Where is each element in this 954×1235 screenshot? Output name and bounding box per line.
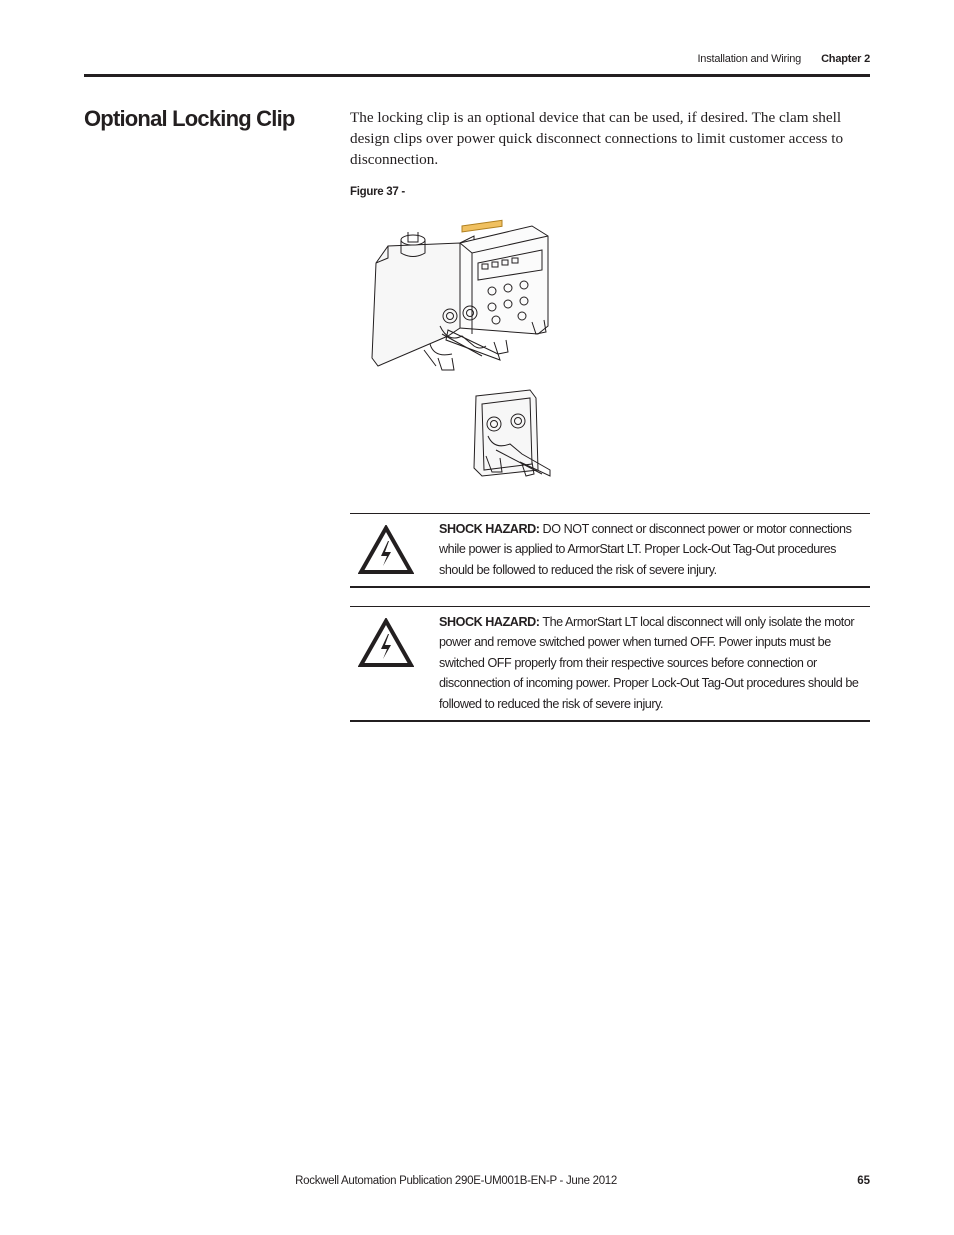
page-number: 65: [857, 1175, 870, 1187]
hazard-text: [439, 612, 861, 714]
header-chapter: Chapter 2: [821, 53, 870, 65]
footer-publication: Rockwell Automation Publication 290E-UM001B-EN-P - June 2012: [295, 1175, 617, 1187]
figure-locking-clip: [362, 218, 562, 483]
shock-hazard-icon: [358, 525, 414, 580]
header-rule: [84, 74, 870, 77]
hazard-message: The ArmorStart LT local disconnect will only isolate the motor power and remove switched power when turned OFF. Power inputs must be switched OFF properly from their respective sources before connection or disconnection of incoming power. Proper Lock-Out Tag-Out procedures should be followed to reduced the risk of severe injury.: [439, 615, 859, 711]
hazard-label: SHOCK HAZARD:: [439, 522, 540, 536]
armorstart-drawing: [362, 218, 562, 483]
hazard-label: SHOCK HAZARD:: [439, 615, 540, 629]
shock-hazard-box-2: [350, 606, 870, 722]
running-header: [697, 53, 870, 65]
hazard-text: [439, 519, 861, 580]
header-section: Installation and Wiring: [697, 53, 802, 65]
figure-caption: Figure 37 -: [350, 186, 405, 198]
section-title: Optional Locking Clip: [84, 106, 295, 131]
body-paragraph: The locking clip is an optional device that can be used, if desired. The clam shell design clips over power quick disconnect connections to limit customer access to disconnection.: [350, 109, 844, 168]
shock-hazard-icon: [358, 618, 414, 673]
hazard-message: DO NOT connect or disconnect power or motor connections while power is applied to ArmorStart LT. Proper Lock-Out Tag-Out procedures should be followed to reduced the risk of severe injury.: [439, 522, 852, 577]
shock-hazard-box-1: [350, 513, 870, 588]
